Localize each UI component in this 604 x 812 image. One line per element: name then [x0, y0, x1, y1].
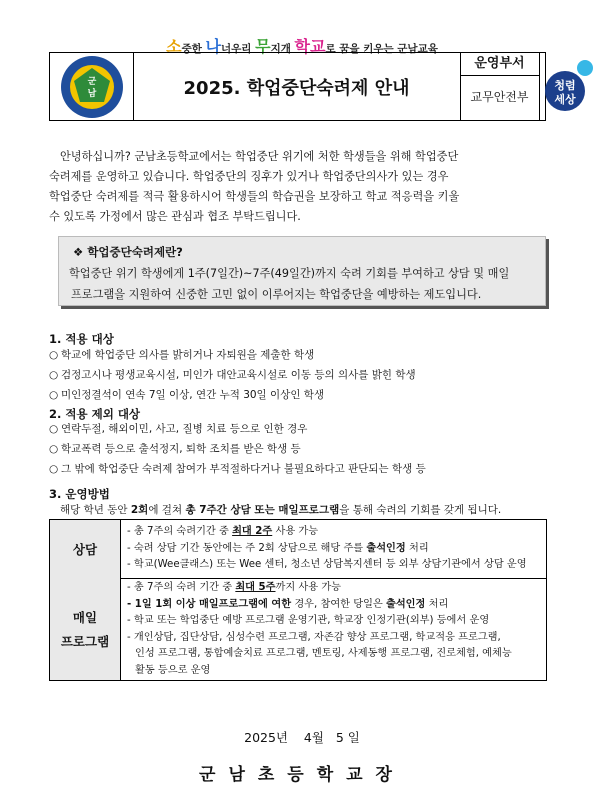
- integrity-logo-icon: [539, 53, 596, 119]
- slogan-text-2: 너우리: [221, 43, 256, 55]
- svg-text:청렴: 청렴: [554, 79, 576, 92]
- program-label: 매일 프로그램: [50, 578, 121, 680]
- list-item: ○ 학교에 학업중단 의사를 밝히거나 자퇴원을 제출한 학생: [49, 349, 315, 361]
- section-1-title: 1. 적용 대상: [49, 332, 114, 346]
- section-3-title: 3. 운영방법: [49, 487, 110, 501]
- department-cell: [460, 53, 540, 120]
- list-item: ○ 검정고시나 평생교육시설, 미인가 대안교육시설로 이동 등의 의사를 밝힌 학생: [49, 369, 416, 381]
- list-item: ○ 미인정결석이 연속 7일 이상, 연간 누적 30일 이상인 학생: [49, 389, 325, 401]
- slogan-letter-hakgyo: 학교: [294, 37, 326, 56]
- svg-text:세상: 세상: [554, 93, 576, 106]
- section-3-description: 해당 학년 동안 2회에 걸쳐 총 7주간 상담 또는 매일프로그램을 통해 숙려의 기회를 갖게 됩니다.: [60, 504, 502, 516]
- counsel-content: [121, 524, 546, 574]
- svg-text:남: 남: [87, 88, 96, 99]
- definition-line: 학업중단 위기 학생에게 1주(7일간)~7주(49일간)까지 숙려 기회를 부여하고 상담 및 매일: [69, 267, 510, 280]
- slogan-text-4: 로 꿈을 키우는 군남교육: [325, 43, 438, 55]
- slogan-letter-mu: 무: [255, 37, 271, 56]
- table-divider: [50, 578, 546, 579]
- counsel-label: 상담: [50, 520, 121, 578]
- school-logo-cell: [50, 53, 134, 120]
- document-date: 2025년 4월 5 일: [244, 730, 360, 745]
- svg-text:군: 군: [87, 76, 96, 87]
- integrity-badge: [539, 53, 596, 120]
- list-item: ○ 그 밖에 학업중단 숙려제 참여가 부적절하다거나 불필요하다고 판단되는 학생 등: [49, 463, 426, 475]
- definition-heading: ❖ 학업중단숙려제란?: [73, 245, 183, 259]
- method-table: [49, 519, 547, 681]
- intro-paragraph: [49, 147, 547, 227]
- intro-line: 안녕하십니까? 군남초등학교에서는 학업중단 위기에 처한 학생들을 위해 학업중단: [60, 150, 459, 163]
- table-line: 활동 등으로 운영: [135, 664, 211, 676]
- section-2-list: [49, 419, 549, 479]
- department-label: 운영부서: [460, 53, 539, 76]
- document-header: [49, 52, 576, 121]
- intro-line: 숙려제를 운영하고 있습니다. 학업중단의 징후가 있거나 학업중단의사가 있는 경우: [49, 170, 449, 183]
- table-line: - 학교(Wee클래스) 또는 Wee 센터, 청소년 상담복지센터 등 외부 상담기관에서 상담 운영: [127, 559, 527, 570]
- section-2-title: 2. 적용 제외 대상: [49, 407, 141, 421]
- section-1-list: [49, 345, 549, 405]
- list-item: ○ 연락두절, 해외이민, 사고, 질병 치료 등으로 인한 경우: [49, 423, 308, 435]
- document-title: 2025. 학업중단숙려제 안내: [133, 53, 461, 120]
- school-principal-signature: 군남초등학교장: [199, 765, 405, 785]
- table-line: - 숙려 상담 기간 동안에는 주 2회 상담으로 해당 주를 출석인정 처리: [127, 542, 429, 554]
- slogan-letter-na: 나: [205, 37, 222, 56]
- slogan-text-1: 중한: [181, 43, 206, 55]
- definition-line: 프로그램을 지원하여 신중한 고민 없이 이루어지는 학업중단을 예방하는 제도입니다.: [71, 288, 482, 301]
- definition-box: [58, 236, 546, 306]
- slogan-text-3: 지개: [270, 43, 295, 55]
- table-line: 인성 프로그램, 통합예술치료 프로그램, 멘토링, 사제동행 프로그램, 진로체험, 예체능: [135, 648, 512, 659]
- program-content: [121, 580, 546, 679]
- department-name: 교무안전부: [470, 90, 529, 104]
- table-line: - 총 7주의 숙려 기간 중 최대 5주까지 사용 가능: [127, 582, 342, 593]
- definition-body: [69, 263, 539, 305]
- table-line: - 개인상담, 집단상담, 심성수련 프로그램, 자존감 향상 프로그램, 학교적응 프로그램,: [127, 631, 501, 643]
- table-line: - 1일 1회 이상 매일프로그램에 여한 경우, 참여한 당일은 출석인정 처리: [127, 598, 449, 610]
- table-line: - 총 7주의 숙려기간 중 최대 2주 사용 가능: [127, 526, 319, 537]
- slogan-letter-so: 소: [166, 37, 182, 56]
- table-line: - 학교 또는 학업중단 예방 프로그램 운영기관, 학교장 인정기관(외부) 등에서 운영: [127, 615, 490, 626]
- school-emblem-icon: [59, 54, 125, 120]
- intro-line: 학업중단 숙려제를 적극 활용하시어 학생들의 학습권을 보장하고 학교 적응력을 키울: [49, 190, 460, 203]
- intro-line: 수 있도록 가정에서 많은 관심과 협조 부탁드립니다.: [49, 210, 301, 223]
- list-item: ○ 학교폭력 등으로 출석정지, 퇴학 조치를 받은 학생 등: [49, 443, 301, 455]
